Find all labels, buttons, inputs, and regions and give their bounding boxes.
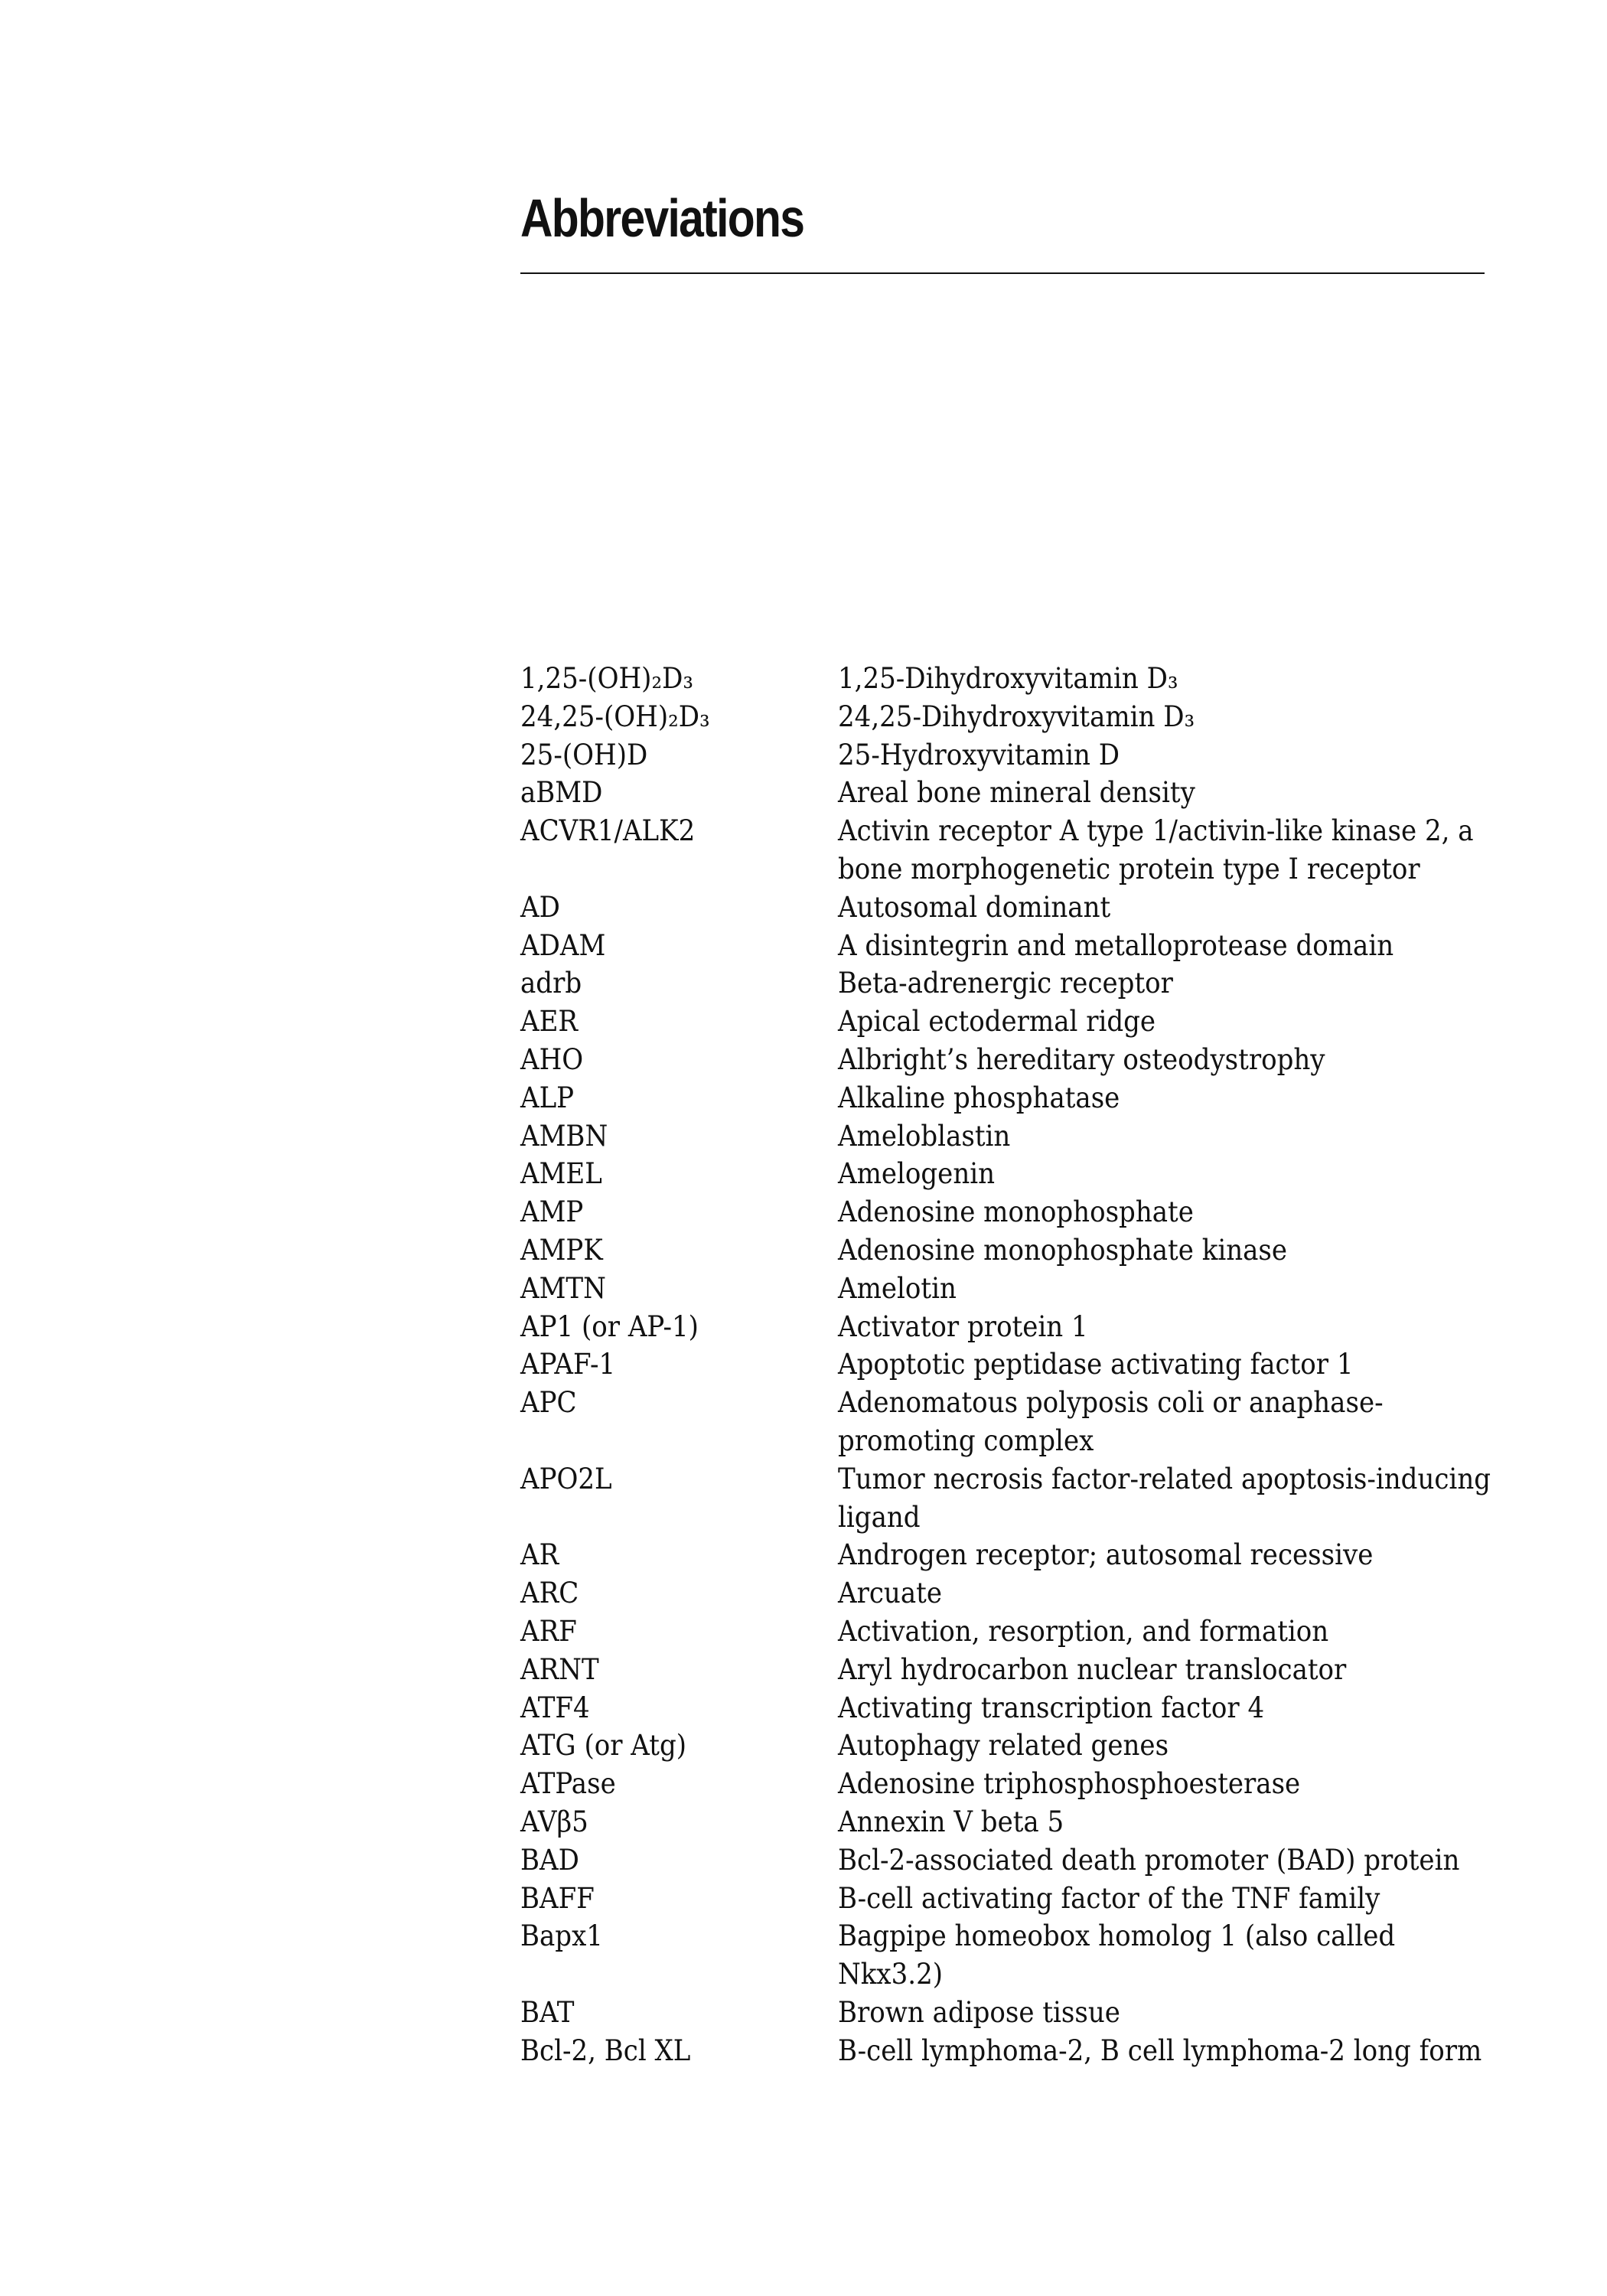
definition-line: A disintegrin and metalloprotease domain — [838, 928, 1394, 962]
abbreviation-entry — [520, 1384, 1492, 1460]
abbreviation-definition — [838, 1803, 1440, 1841]
definition-line: Adenomatous polyposis coli or anaphase- — [838, 1386, 1384, 1420]
abbreviation-entry — [520, 1689, 1492, 1727]
abbreviation-definition — [838, 927, 1440, 965]
abbreviation-definition — [838, 1880, 1440, 1918]
abbreviation-term: AVβ5 — [520, 1805, 588, 1838]
abbreviation-term: ADAM — [520, 928, 606, 962]
abbreviation-definition — [838, 964, 1440, 1003]
abbreviation-entry — [520, 736, 1492, 775]
abbreviation-entry — [520, 1841, 1492, 1880]
definition-line: Brown adipose tissue — [838, 1995, 1120, 2029]
abbreviation-definition — [838, 889, 1440, 927]
abbreviation-definition — [838, 1841, 1460, 1880]
abbreviation-entry — [520, 964, 1492, 1003]
definition-line: Albright’s hereditary osteodystrophy — [838, 1042, 1325, 1076]
definition-line: Bagpipe homeobox homolog 1 (also called — [838, 1919, 1396, 1953]
abbreviation-term: AP1 (or AP-1) — [520, 1309, 699, 1343]
abbreviation-entry — [520, 660, 1492, 698]
page-title: Abbreviations — [520, 188, 804, 248]
definition-line: promoting complex — [838, 1424, 1094, 1457]
abbreviation-definition — [838, 1193, 1440, 1231]
definition-line: Annexin V beta 5 — [838, 1805, 1064, 1838]
abbreviation-term: Bcl-2, Bcl XL — [520, 2033, 691, 2067]
abbreviation-entry — [520, 1917, 1492, 1994]
abbreviation-entry — [520, 927, 1492, 965]
abbreviation-term: BAFF — [520, 1881, 595, 1915]
abbreviation-term: ATPase — [520, 1767, 616, 1801]
abbreviation-definition — [838, 1117, 1440, 1156]
definition-line: Adenosine triphosphosphoesterase — [838, 1767, 1301, 1801]
abbreviation-entry — [520, 1803, 1492, 1841]
abbreviation-term: ARNT — [520, 1652, 599, 1686]
abbreviation-definition — [838, 1231, 1440, 1270]
definition-line: Androgen receptor; autosomal recessive — [838, 1538, 1374, 1572]
title-rule — [520, 272, 1485, 274]
abbreviation-definition — [838, 698, 1440, 736]
definition-line: B-cell activating factor of the TNF family — [838, 1881, 1380, 1915]
abbreviation-entry — [520, 698, 1492, 736]
abbreviation-term: AD — [520, 890, 560, 924]
definition-line: Autophagy related genes — [838, 1729, 1169, 1763]
definition-line: ligand — [838, 1500, 921, 1534]
abbreviation-term: BAD — [520, 1843, 579, 1877]
definition-line: B-cell lymphoma-2, B cell lymphoma-2 long form — [838, 2033, 1482, 2067]
definition-line: 1,25-Dihydroxyvitamin D₃ — [838, 662, 1178, 695]
abbreviation-term: AER — [520, 1005, 579, 1039]
definition-line: Activin receptor A type 1/activin-like kinase 2, a — [838, 814, 1474, 848]
abbreviation-term: ARF — [520, 1614, 577, 1648]
abbreviation-definition — [838, 1308, 1440, 1346]
abbreviation-term: AMEL — [520, 1157, 602, 1191]
abbreviation-entry — [520, 2032, 1492, 2070]
abbreviation-definition — [838, 1727, 1440, 1765]
definition-line: Adenosine monophosphate kinase — [838, 1233, 1288, 1267]
abbreviation-term: ACVR1/ALK2 — [520, 814, 696, 848]
definition-line: Activation, resorption, and formation — [838, 1614, 1329, 1648]
abbreviation-entry — [520, 1155, 1492, 1193]
abbreviation-entry — [520, 1041, 1492, 1079]
abbreviation-entry — [520, 1765, 1492, 1803]
abbreviation-definition — [838, 1651, 1440, 1689]
abbreviation-definition — [838, 812, 1474, 889]
abbreviation-entry — [520, 1651, 1492, 1689]
definition-line: Aryl hydrocarbon nuclear translocator — [838, 1652, 1347, 1686]
abbreviation-definition — [838, 1689, 1440, 1727]
abbreviation-term: AMBN — [520, 1119, 608, 1153]
abbreviation-entry — [520, 1994, 1492, 2032]
abbreviation-definition — [838, 774, 1440, 812]
definition-line: Apical ectodermal ridge — [838, 1005, 1156, 1039]
abbreviation-entry — [520, 1460, 1492, 1537]
abbreviation-entry — [520, 1079, 1492, 1117]
abbreviation-definition — [838, 1536, 1440, 1574]
definition-line: Activator protein 1 — [838, 1309, 1088, 1343]
abbreviation-term: ARC — [520, 1577, 579, 1610]
abbreviation-definition — [838, 1003, 1440, 1041]
abbreviation-definition — [838, 1917, 1440, 1994]
abbreviation-entry — [520, 1345, 1492, 1384]
abbreviation-definition — [838, 1041, 1440, 1079]
definition-line: Autosomal dominant — [838, 890, 1111, 924]
abbreviation-definition — [838, 1994, 1440, 2032]
abbreviation-term: APAF-1 — [520, 1348, 616, 1381]
abbreviation-term: AMPK — [520, 1233, 603, 1267]
abbreviation-term: APO2L — [520, 1462, 612, 1495]
definition-line: 24,25-Dihydroxyvitamin D₃ — [838, 700, 1195, 733]
abbreviation-entry — [520, 812, 1492, 889]
abbreviation-definition — [838, 1574, 1440, 1613]
abbreviation-term: ATF4 — [520, 1691, 590, 1724]
definition-line: Beta-adrenergic receptor — [838, 967, 1173, 1000]
abbreviation-entry — [520, 1308, 1492, 1346]
definition-line: Adenosine monophosphate — [838, 1195, 1194, 1229]
abbreviation-entry — [520, 1613, 1492, 1651]
abbreviation-term: ATG (or Atg) — [520, 1729, 687, 1763]
abbreviation-entry — [520, 774, 1492, 812]
abbreviation-entry — [520, 1270, 1492, 1308]
abbreviation-entry — [520, 1117, 1492, 1156]
abbreviation-list — [520, 660, 1492, 2069]
definition-line: Nkx3.2) — [838, 1958, 944, 1991]
abbreviation-term: AMP — [520, 1195, 584, 1229]
definition-line: Arcuate — [838, 1577, 942, 1610]
abbreviation-term: adrb — [520, 967, 582, 1000]
abbreviation-entry — [520, 1231, 1492, 1270]
abbreviation-definition — [838, 1079, 1440, 1117]
definition-line: Amelogenin — [838, 1157, 996, 1191]
definition-line: Tumor necrosis factor-related apoptosis-inducing — [838, 1462, 1491, 1495]
definition-line: Activating transcription factor 4 — [838, 1691, 1265, 1724]
abbreviation-definition — [838, 1155, 1440, 1193]
abbreviation-term: AMTN — [520, 1271, 606, 1305]
abbreviation-entry — [520, 1727, 1492, 1765]
abbreviation-term: AR — [520, 1538, 559, 1572]
abbreviation-term: Bapx1 — [520, 1919, 603, 1953]
abbreviation-definition — [838, 736, 1440, 775]
definition-line: Apoptotic peptidase activating factor 1 — [838, 1348, 1354, 1381]
abbreviation-definition — [838, 1270, 1440, 1308]
abbreviation-definition — [838, 1345, 1440, 1384]
abbreviation-term: aBMD — [520, 776, 603, 810]
abbreviation-definition — [838, 1460, 1491, 1537]
definition-line: Bcl-2-associated death promoter (BAD) protein — [838, 1843, 1460, 1877]
abbreviation-definition — [838, 2032, 1482, 2070]
abbreviation-term: ALP — [520, 1081, 575, 1114]
abbreviation-definition — [838, 660, 1440, 698]
abbreviation-entry — [520, 1536, 1492, 1574]
abbreviation-entry — [520, 889, 1492, 927]
abbreviation-definition — [838, 1765, 1440, 1803]
abbreviation-term: APC — [520, 1386, 577, 1420]
definition-line: Areal bone mineral density — [838, 776, 1195, 810]
abbreviation-entry — [520, 1003, 1492, 1041]
abbreviation-entry — [520, 1880, 1492, 1918]
abbreviation-term: 1,25-(OH)₂D₃ — [520, 662, 694, 695]
definition-line: Amelotin — [838, 1271, 957, 1305]
abbreviation-term: 25-(OH)D — [520, 738, 648, 771]
abbreviation-definition — [838, 1384, 1440, 1460]
definition-line: Alkaline phosphatase — [838, 1081, 1120, 1114]
abbreviation-term: AHO — [520, 1042, 584, 1076]
definition-line: bone morphogenetic protein type I receptor — [838, 852, 1420, 885]
abbreviation-definition — [838, 1613, 1440, 1651]
abbreviation-term: 24,25-(OH)₂D₃ — [520, 700, 710, 733]
abbreviation-entry — [520, 1193, 1492, 1231]
definition-line: Ameloblastin — [838, 1119, 1011, 1153]
abbreviation-entry — [520, 1574, 1492, 1613]
abbreviation-term: BAT — [520, 1995, 575, 2029]
definition-line: 25-Hydroxyvitamin D — [838, 738, 1120, 771]
